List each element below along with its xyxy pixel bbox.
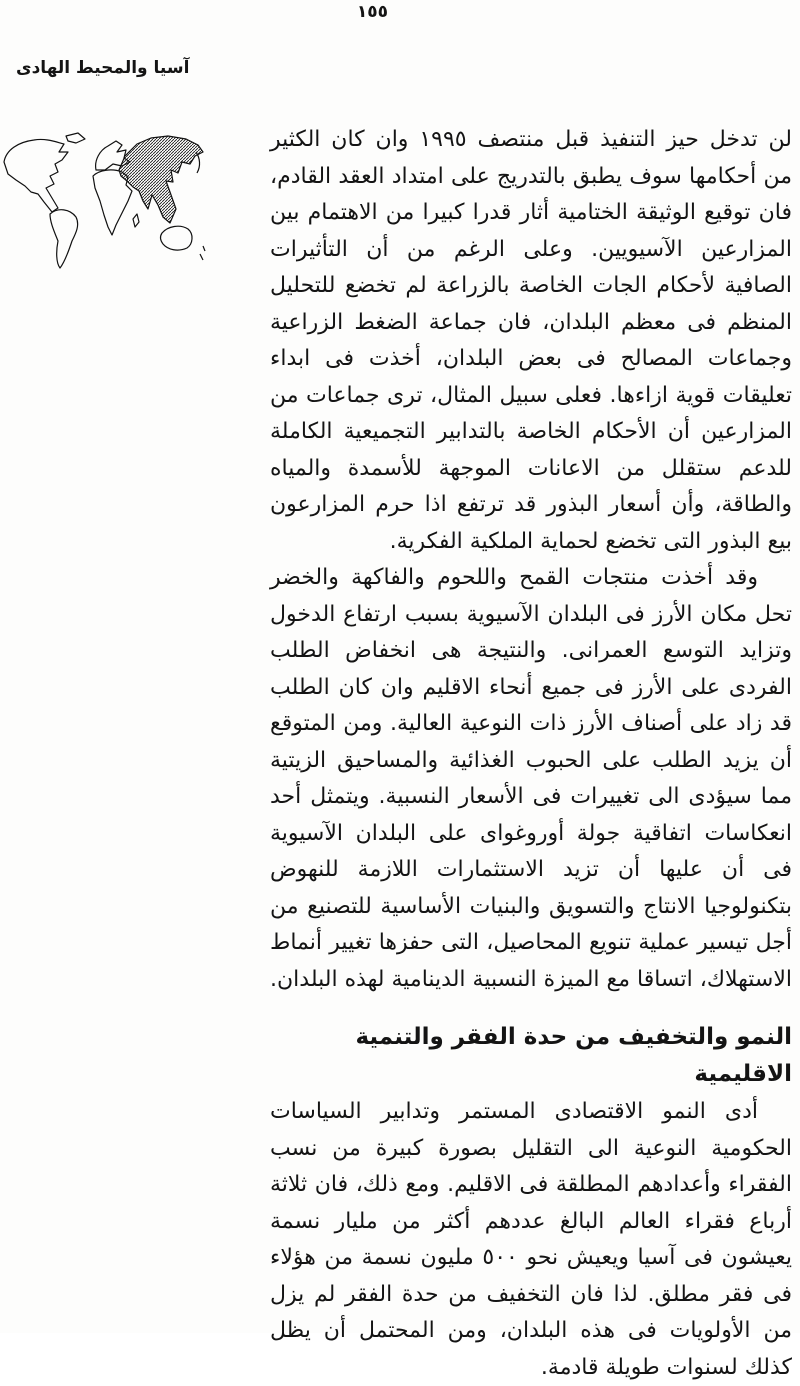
world-map-figure: [0, 130, 218, 272]
running-header-region-title: آسيا والمحيط الهادى: [16, 58, 190, 78]
page-number: ١٥٥: [356, 2, 389, 22]
paragraph-gatt-implementation: لن تدخل حيز التنفيذ قبل منتصف ١٩٩٥ وان كان الكثير من أحكامها سوف يطبق بالتدريج على امتداد العقد القادم، فان توقيع الوثيقة الختامية أثار قدرا كبيرا من الاهتمام بين المزارعين الآسيويين. وعلى الرغم من أن التأثيرات الصافية لأحكام الجات الخاصة بالزراعة لم تخضع للتحليل المنظم فى معظم البلدان، فان جماعة الضغط الزراعية وجماعات المصالح فى بعض البلدان، أخذت فى ابداء تعليقات قوية ازاءها. فعلى سبيل المثال، ترى جماعات من المزارعين أن الأحكام الخاصة بالتدابير التجميعية الكاملة للدعم ستقلل من الاعانات الموجهة للأسمدة والمياه والطاقة، وأن أسعار البذور قد ترتفع اذا حرم المزارعون بيع البذور التى تخضع لحماية الملكية الفكرية.: [270, 127, 793, 554]
world-map-asia-pacific-highlighted-icon: [0, 257, 218, 276]
paragraph-food-demand-shift: وقد أخذت منتجات القمح واللحوم والفاكهة والخضر تحل مكان الأرز فى البلدان الآسيوية بسبب ارتفاع الدخول وتزايد التوسع العمرانى. والنتيجة هى انخفاض الطلب الفردى على الأرز فى جميع أنحاء الاقليم وان كان الطلب قد زاد على أصناف الأرز ذات النوعية العالية. ومن المتوقع أن يزيد الطلب على الحبوب الغذائية والمساحيق الزيتية مما سيؤدى الى تغييرات فى الأسعار النسبية. ويتمثل أحد انعكاسات اتفاقية جولة أوروغواى على البلدان الآسيوية فى أن عليها أن تزيد الاستثمارات اللازمة للنهوض بتكنولوجيا الانتاج والتسويق والبنيات الأساسية للتصنيع من أجل تيسير عملية تنويع المحاصيل، التى حفزها تغيير أنماط الاستهلاك، اتساقا مع الميزة النسبية الدينامية لهذه البلدان.: [270, 565, 792, 992]
article-body: [270, 122, 792, 1386]
paragraph-poverty-alleviation: أدى النمو الاقتصادى المستمر وتدابير السياسات الحكومية النوعية الى التقليل بصورة كبيرة من نسب الفقراء وأعدادهم المطلقة فى الاقليم. ومع ذلك، فان ثلاثة أرباع فقراء العالم البالغ عددهم أكثر من مليار نسمة يعيشون فى آسيا ويعيش نحو ٥٠٠ مليون نسمة من هؤلاء فى فقر مطلق. لذا فان التخفيف من حدة الفقر لم يزل من الأولويات فى هذه البلدان، ومن المحتمل أن يظل كذلك لسنوات طويلة قادمة.: [270, 1099, 793, 1380]
section-heading-growth-poverty-regional-development: النمو والتخفيف من حدة الفقر والتنمية الاقليمية: [355, 1024, 792, 1087]
